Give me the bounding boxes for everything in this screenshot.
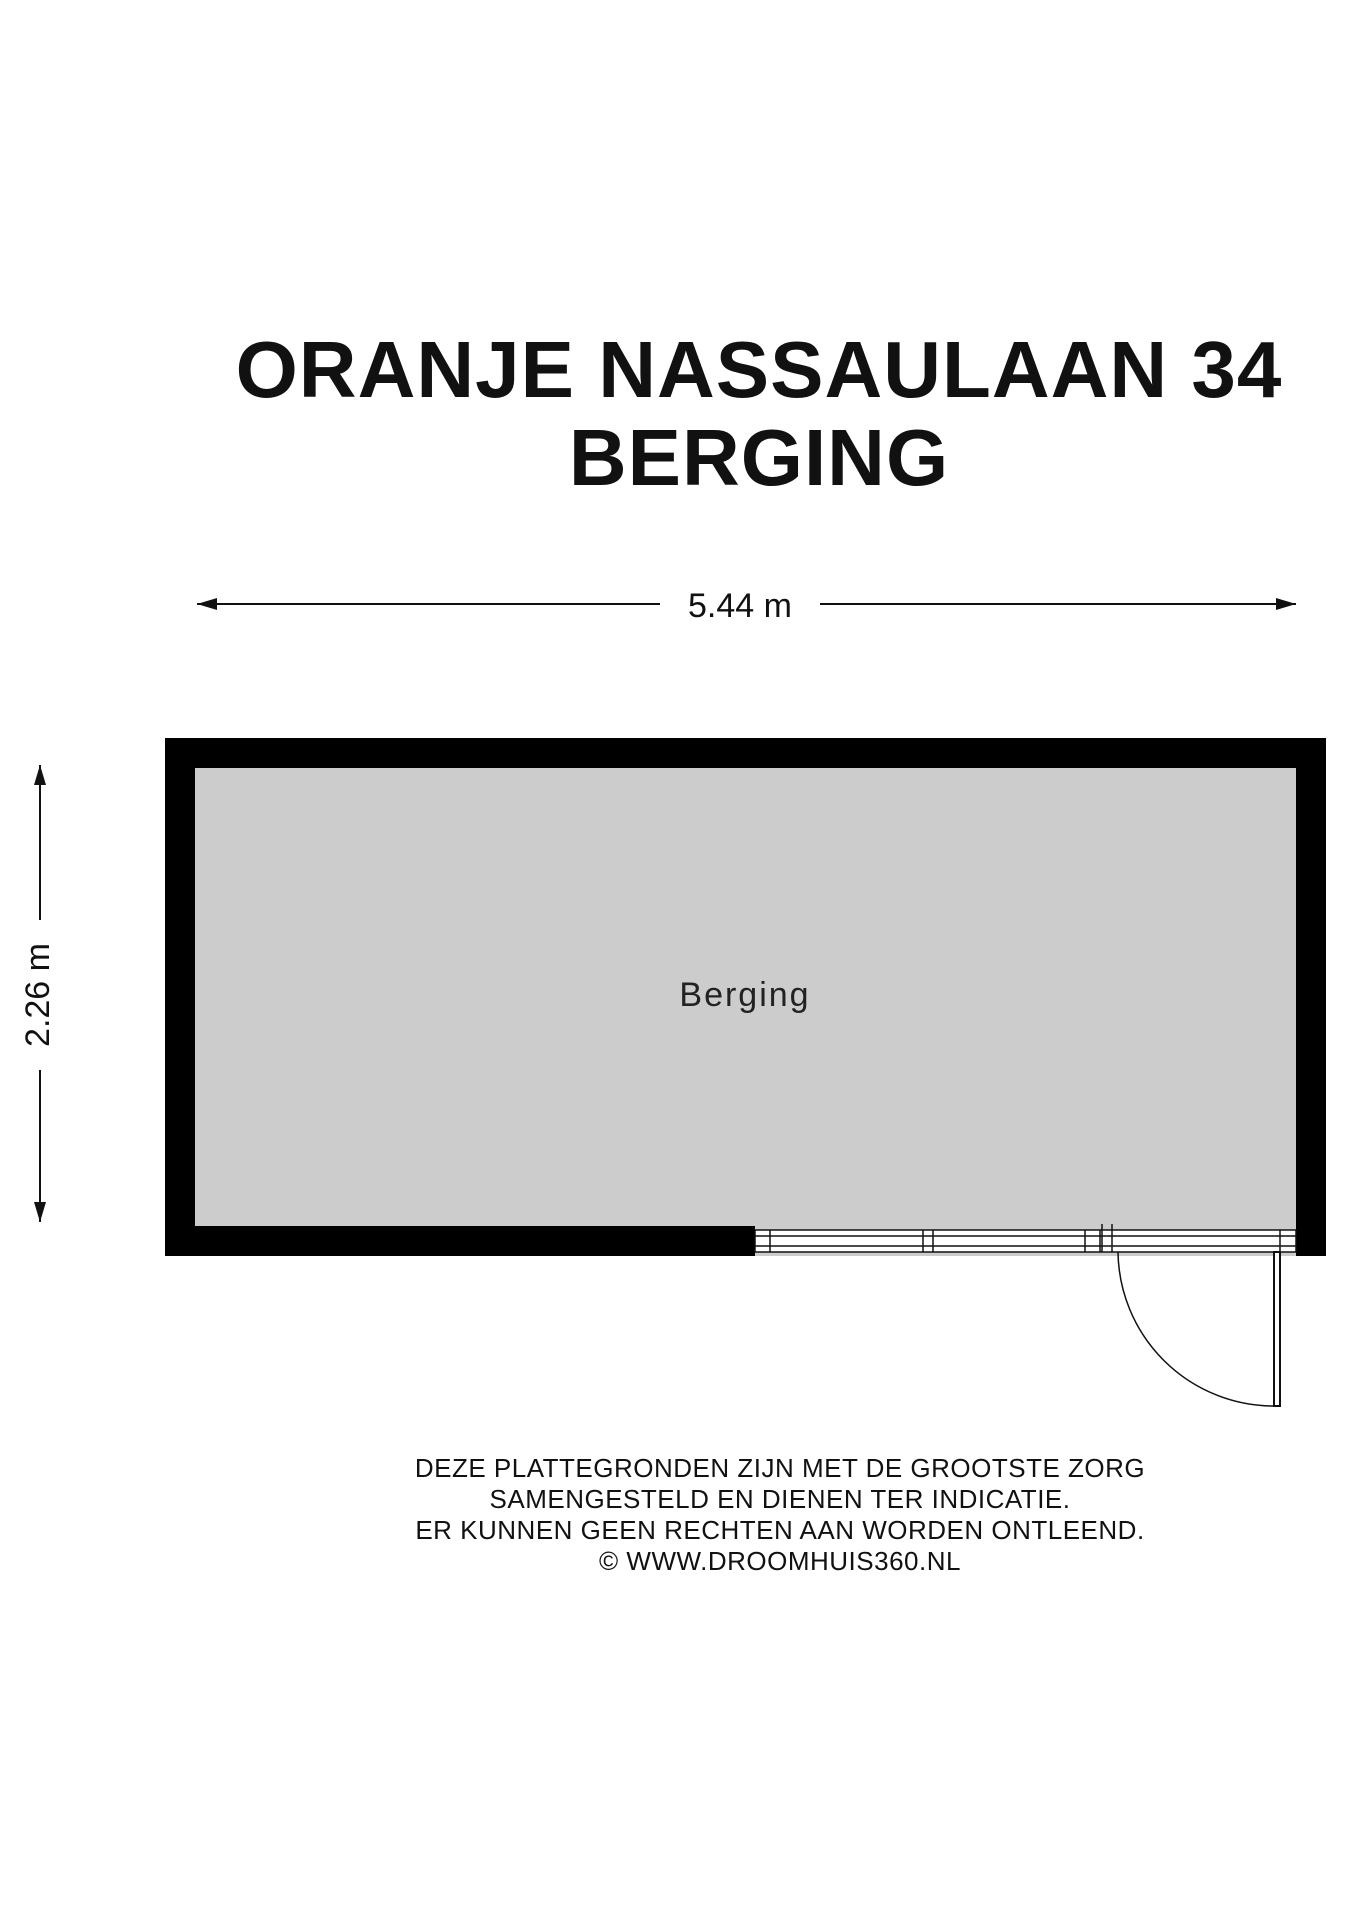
width-dimension <box>197 587 1296 625</box>
wall-right <box>1296 738 1326 1256</box>
disclaimer <box>350 1453 1210 1577</box>
door-swing-arc <box>1118 1252 1274 1406</box>
plan-subtitle: BERGING <box>568 413 950 502</box>
plan-title: ORANJE NASSAULAAN 34 <box>235 325 1283 414</box>
wall-top <box>165 738 1326 768</box>
height-dimension <box>19 765 57 1222</box>
width-dimension-label: 5.44 m <box>688 587 792 625</box>
room-label: Berging <box>679 976 811 1014</box>
disclaimer-line-2: SAMENGESTELD EN DIENEN TER INDICATIE. <box>489 1484 1071 1514</box>
wall-left <box>165 738 195 1256</box>
disclaimer-line-3: ER KUNNEN GEEN RECHTEN AAN WORDEN ONTLEEND. <box>415 1515 1145 1545</box>
door-leaf <box>1274 1252 1280 1406</box>
disclaimer-line-1: DEZE PLATTEGRONDEN ZIJN MET DE GROOTSTE ZORG <box>414 1453 1146 1483</box>
wall-bottom-left <box>165 1226 755 1256</box>
height-dimension-label: 2.26 m <box>18 943 57 1047</box>
wall-bottom-right-stub <box>1296 1226 1326 1256</box>
disclaimer-line-4: © WWW.DROOMHUIS360.NL <box>599 1546 961 1576</box>
door <box>1118 1252 1280 1406</box>
